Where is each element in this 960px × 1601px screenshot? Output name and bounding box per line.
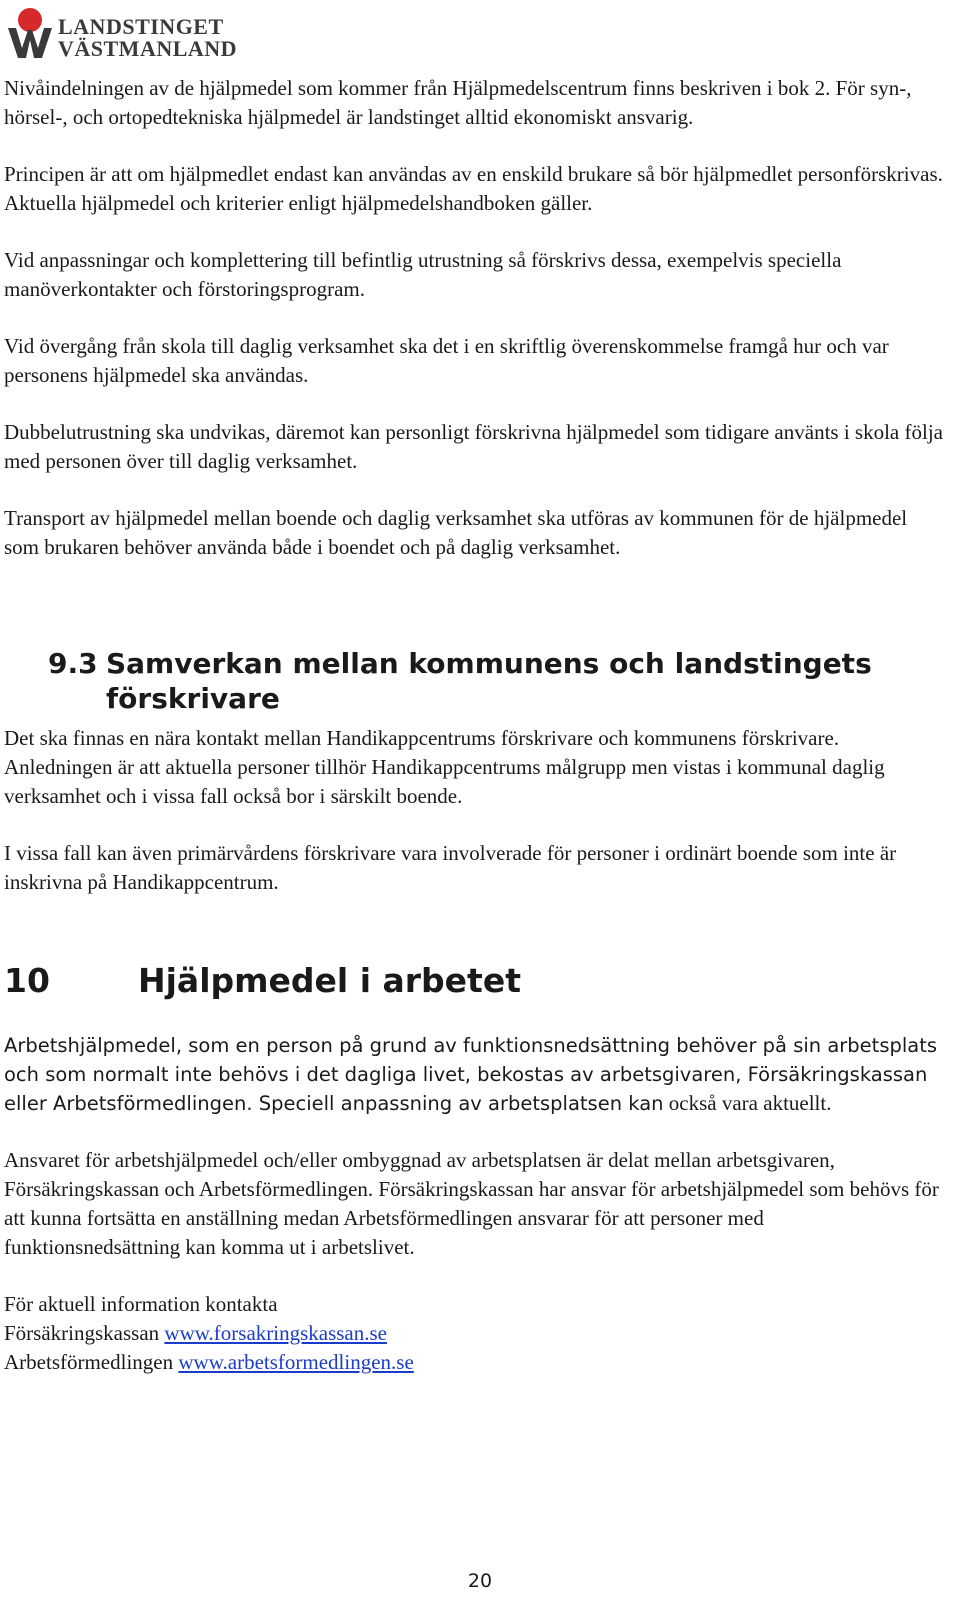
heading-9-3-title: Samverkan mellan kommunens och landstingets förskrivare bbox=[106, 647, 872, 715]
contact-block bbox=[4, 1290, 944, 1377]
page-number: 20 bbox=[467, 1570, 493, 1592]
paragraph-arbetshjalpmedel-end: också vara aktuellt. bbox=[668, 1091, 832, 1115]
header-logo bbox=[4, 4, 238, 61]
paragraph-dubbelutrustning: Dubbelutrustning ska undvikas, däremot kan personligt förskrivna hjälpmedel som tidigare använts i skola följa med personen över till daglig verksamhet. bbox=[4, 420, 943, 473]
heading-10-title: Hjälpmedel i arbetet bbox=[138, 961, 521, 1000]
contact-forsakringskassan-label: Försäkringskassan bbox=[4, 1321, 160, 1345]
paragraph-ansvaret: Ansvaret för arbetshjälpmedel och/eller ombyggnad av arbetsplatsen är delat mellan arbetsgivaren, Försäkringskassan och Arbetsförmedlingen. Försäkringskassan har ansvar för arbetshjälpmedel som behövs för att kunna fortsätta en anställning medan Arbetsförmedlingen ansvarar för att personer med funktionsnedsättning kan komma ut i arbetslivet. bbox=[4, 1148, 939, 1259]
paragraph-anpassningar: Vid anpassningar och komplettering till befintlig utrustning så förskrivs dessa, exempelvis speciella manöverkontakter och förstoringsprogram. bbox=[4, 248, 842, 301]
paragraph-arbetshjalpmedel-main: Arbetshjälpmedel, som en person på grund av funktionsnedsättning behöver på sin arbetsplats och som normalt inte behövs i det dagliga livet, bekostas av arbetsgivaren, Försäkringskassan eller Arbetsförmedlingen. Speciell anpassning av arbetsplatsen kan bbox=[4, 1034, 938, 1115]
paragraph-principen: Principen är att om hjälpmedlet endast kan användas av en enskild brukare så bör hjälpmedlet personförskrivas. Aktuella hjälpmedel och kriterier enligt hjälpmedelshandboken gäller. bbox=[4, 162, 943, 215]
heading-10 bbox=[4, 961, 944, 1001]
heading-9-3 bbox=[4, 646, 944, 716]
paragraph-overgang: Vid övergång från skola till daglig verksamhet ska det i en skriftlig överenskommelse framgå hur och var personens hjälpmedel ska användas. bbox=[4, 334, 889, 387]
arbetsformedlingen-link[interactable]: www.arbetsformedlingen.se bbox=[178, 1350, 414, 1374]
paragraph-samverkan: Det ska finnas en nära kontakt mellan Handikappcentrums förskrivare och kommunens förskrivare. Anledningen är att aktuella personer tillhör Handikappcentrums målgrupp men vistas i kommunal daglig verksamhet och i vissa fall också bor i särskilt boende. bbox=[4, 726, 885, 808]
logo-line-1: LANDSTINGET bbox=[58, 14, 224, 39]
contact-arbetsformedlingen bbox=[4, 1348, 944, 1377]
contact-arbetsformedlingen-label: Arbetsförmedlingen bbox=[4, 1350, 174, 1374]
forsakringskassan-link[interactable]: www.forsakringskassan.se bbox=[164, 1321, 387, 1345]
paragraph-arbetshjalpmedel bbox=[4, 1031, 944, 1118]
landstinget-person-icon bbox=[4, 6, 56, 60]
paragraph-nivaindelning: Nivåindelningen av de hjälpmedel som kommer från Hjälpmedelscentrum finns beskriven i bok 2. För syn-, hörsel-, och ortopedtekniska hjälpmedel är landstinget alltid ekonomiskt ansvarig. bbox=[4, 76, 912, 129]
contact-forsakringskassan bbox=[4, 1319, 944, 1348]
paragraph-primarvard: I vissa fall kan även primärvårdens förskrivare vara involverade för personer i ordinärt boende som inte är inskrivna på Handikappcentrum. bbox=[4, 841, 897, 894]
logo-line-2: VÄSTMANLAND bbox=[58, 36, 238, 61]
contact-heading: För aktuell information kontakta bbox=[4, 1292, 278, 1316]
page-content bbox=[4, 74, 944, 1377]
heading-9-3-number: 9.3 bbox=[48, 647, 98, 680]
paragraph-transport: Transport av hjälpmedel mellan boende och daglig verksamhet ska utföras av kommunen för de hjälpmedel som brukaren behöver använda både i boendet och på daglig verksamhet. bbox=[4, 506, 908, 559]
heading-10-number: 10 bbox=[4, 961, 50, 1000]
